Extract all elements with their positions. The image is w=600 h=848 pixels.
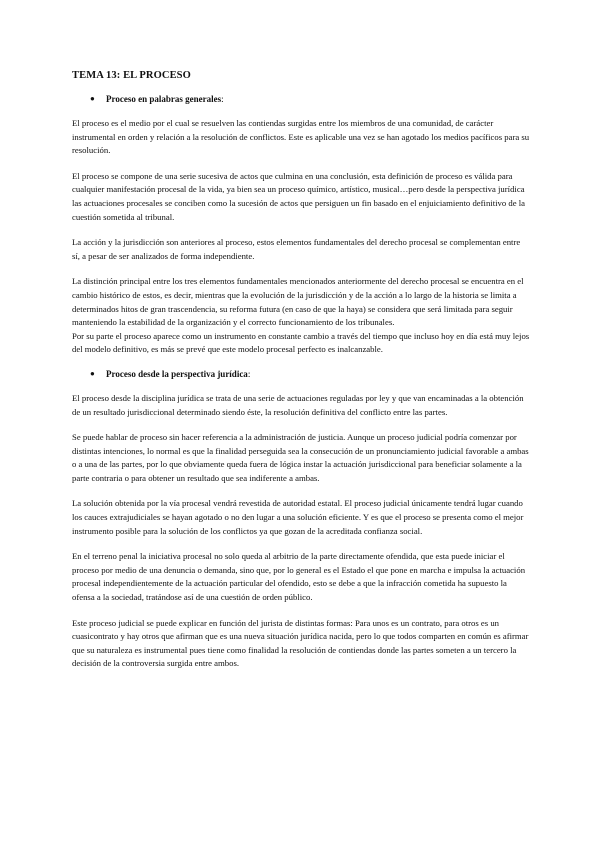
section-heading-suffix: :: [247, 368, 251, 379]
paragraph: El proceso se compone de una serie sucesiva de actos que culmina en una conclusión, esta definición de proceso es válida para cualquier manifestación procesal de la vida, ya bien sea un proceso químico, artístico, musical…pero desde la perspectiva jurídica las actuaciones procesales se conciben como la sucesión de actos que persiguen un fin basado en el enjuiciamiento definitivo de la cuestión sometida al tribunal.: [72, 170, 526, 222]
paragraph: El proceso desde la disciplina jurídica se trata de una serie de actuaciones reguladas por ley y que van encaminadas a la obtención de un resultado jurisdiccional determinado siendo éste, la resolución definitiva del conflicto entre las partes.: [72, 392, 524, 417]
section-heading-general: [72, 94, 530, 104]
paragraph: Por su parte el proceso aparece como un instrumento en constante cambio a través del tiempo que incluso hoy en día está muy lejos del modelo definitivo, es más se prevé que este modelo procesal perfecto es inalcanzable.: [72, 330, 530, 355]
paragraph: La solución obtenida por la vía procesal vendrá revestida de autoridad estatal. El proceso judicial únicamente tendrá lugar cuando los cauces extrajudiciales se hayan agotado o no den lugar a una solución eficiente. Y es que el proceso se presenta como el mejor instrumento posible para la solución de los conflictos ya que gozan de la acreditada confianza social.: [72, 498, 524, 536]
bullet-icon: ●: [90, 368, 95, 378]
paragraph: Este proceso judicial se puede explicar en función del jurista de distintas formas: Para unos es un contrato, para otros es un cuasicontrato y hay otros que afirman que es una nueva situación jurídica nacida, pero lo que todos comparten en común es afirmar que su naturaleza es instrumental pues tiene como finalidad la resolución de contiendas donde las partes someten a un tercero la decisión de la controversia surgida entre ambos.: [72, 617, 529, 669]
page-title: TEMA 13: EL PROCESO: [72, 70, 191, 81]
section-heading-text: Proceso desde la perspectiva jurídica: [106, 368, 248, 379]
section-heading-text: Proceso en palabras generales: [106, 94, 222, 104]
bullet-icon: ●: [90, 94, 95, 103]
document-page: [72, 70, 530, 683]
paragraph: En el terreno penal la iniciativa procesal no solo queda al arbitrio de la parte directamente ofendida, que esta puede iniciar el proceso por medio de una denuncia o demanda, sino que, por lo general es el Estado el que pone en marcha e impulsa la actuación procesal independientemente de la actuación particular del ofendido, esto se debe a que la infracción cometida ha supuesto la ofensa a la sociedad, tratándose así de una cuestión de orden público.: [72, 551, 526, 603]
paragraph: El proceso es el medio por el cual se resuelven las contiendas surgidas entre los miembros de una comunidad, de carácter instrumental en orden y relación a la resolución de conflictos. Este es aplicable una vez se han agotado los medios pacíficos para su resolución.: [72, 118, 530, 156]
section-heading-juridica: [72, 369, 530, 379]
paragraph: La distinción principal entre los tres elementos fundamentales mencionados anteriormente del derecho procesal se encuentra en el cambio histórico de estos, es decir, mientras que la evolución de la jurisdicción y de la acción a lo largo de la historia se limita a determinados hitos de gran trascendencia, su reforma futura (en caso de que la haya) se considera que será limitada para seguir manteniendo la estabilidad de la organización y el correcto funcionamiento de los tribunales.: [72, 276, 524, 328]
paragraph: Se puede hablar de proceso sin hacer referencia a la administración de justicia. Aunque un proceso judicial podría comenzar por distintas intenciones, lo normal es que la finalidad perseguida sea la consecución de un pronunciamiento judicial favorable a ambas o a una de las partes, por lo que obviamente queda fuera de lógica instar la actuación jurisdiccional para beneficiar solamente a la parte contraria o para obtener un resultado que sea indiferente a ambas.: [72, 432, 529, 483]
section-heading-suffix: :: [221, 94, 224, 104]
paragraph: La acción y la jurisdicción son anteriores al proceso, estos elementos fundamentales del derecho procesal se complementan entre sí, a pesar de ser analizados de forma independiente.: [72, 237, 521, 261]
